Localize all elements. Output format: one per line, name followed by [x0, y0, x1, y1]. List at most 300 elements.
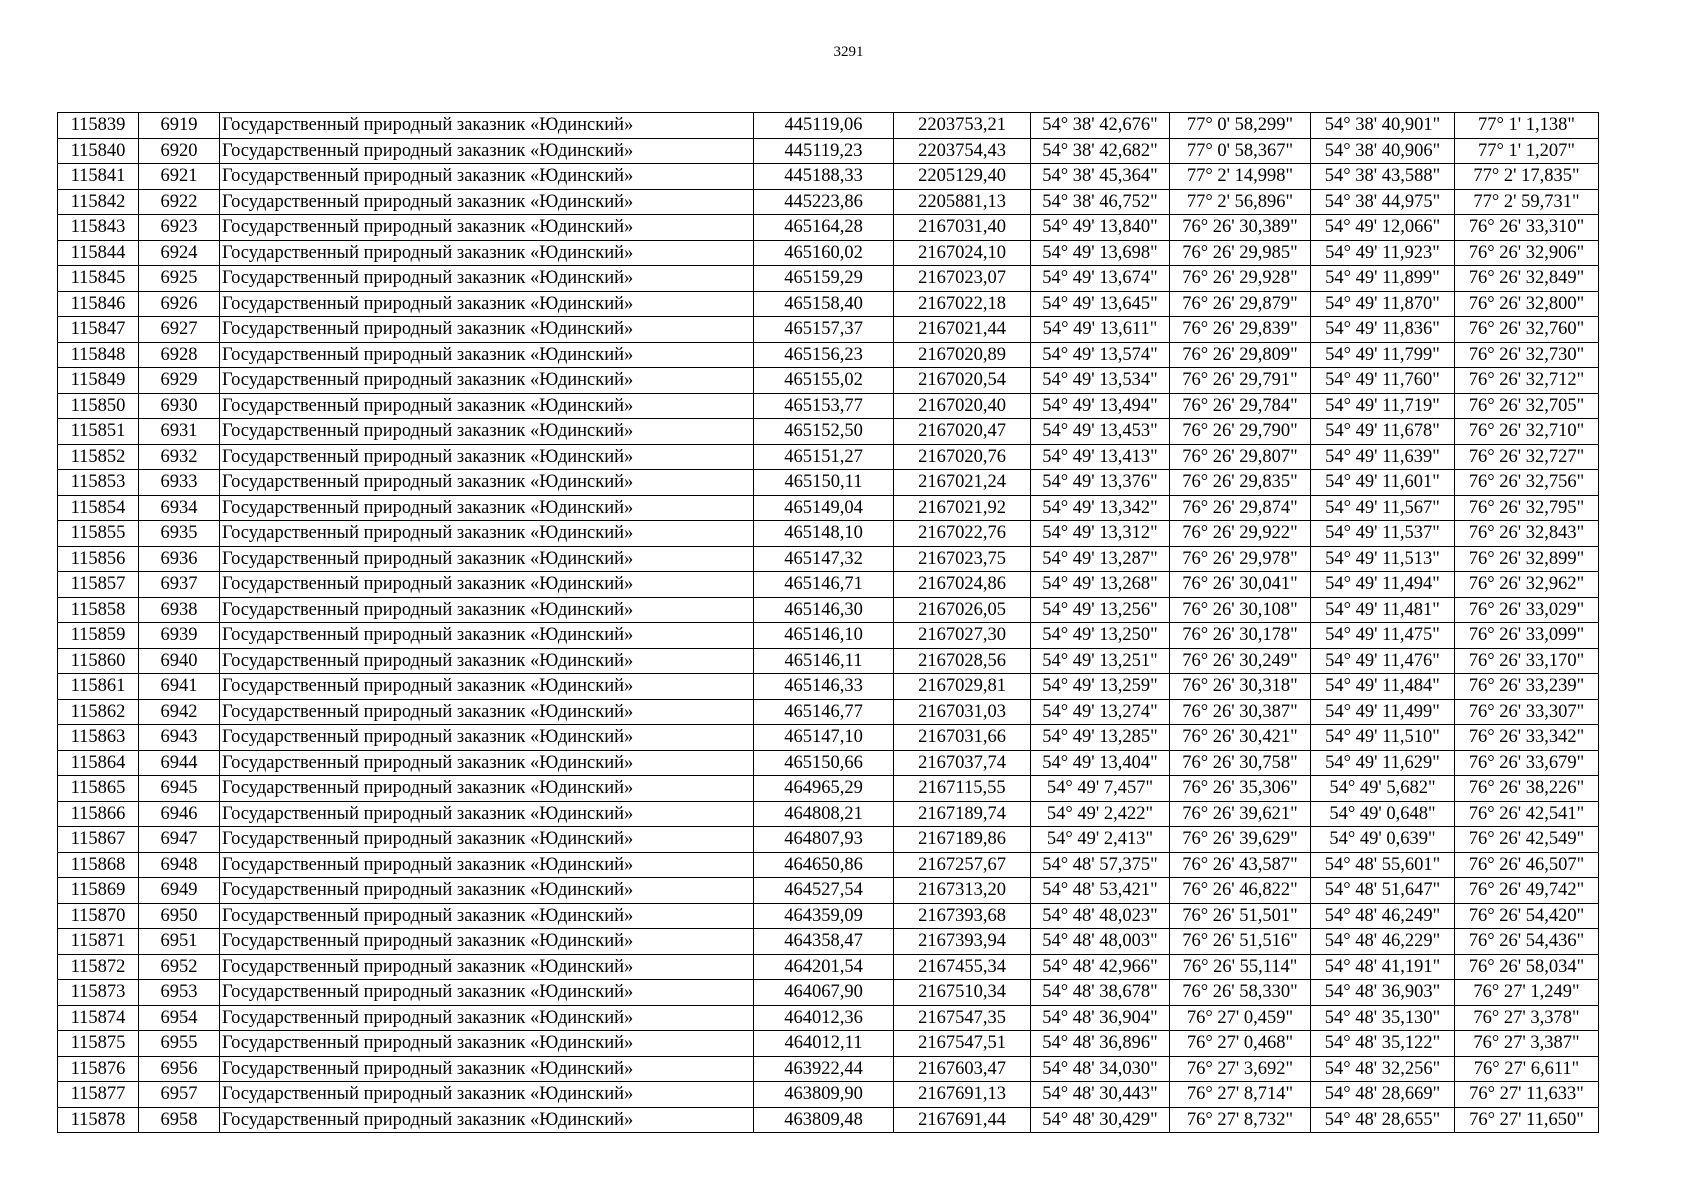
table-row [58, 215, 1599, 241]
y-coordinate-cell: 2167455,34 [894, 954, 1031, 980]
row-id-cell: 115860 [58, 648, 139, 674]
latitude-1-cell: 54° 48' 36,896" [1031, 1031, 1170, 1057]
row-id-cell: 115859 [58, 623, 139, 649]
latitude-2-cell: 54° 49' 11,629" [1311, 750, 1455, 776]
object-name-cell: Государственный природный заказник «Юдинский» [220, 929, 754, 955]
longitude-1-cell: 76° 26' 30,249" [1170, 648, 1311, 674]
y-coordinate-cell: 2167023,75 [894, 546, 1031, 572]
table-row [58, 674, 1599, 700]
row-id-cell: 115857 [58, 572, 139, 598]
point-number-cell: 6937 [139, 572, 220, 598]
latitude-2-cell: 54° 49' 11,475" [1311, 623, 1455, 649]
table-row [58, 368, 1599, 394]
longitude-1-cell: 76° 26' 29,922" [1170, 521, 1311, 547]
row-id-cell: 115875 [58, 1031, 139, 1057]
longitude-2-cell: 77° 2' 17,835" [1455, 164, 1599, 190]
y-coordinate-cell: 2167021,24 [894, 470, 1031, 496]
latitude-2-cell: 54° 38' 43,588" [1311, 164, 1455, 190]
latitude-1-cell: 54° 49' 7,457" [1031, 776, 1170, 802]
longitude-2-cell: 76° 26' 33,307" [1455, 699, 1599, 725]
y-coordinate-cell: 2167024,10 [894, 240, 1031, 266]
longitude-1-cell: 76° 26' 30,178" [1170, 623, 1311, 649]
x-coordinate-cell: 465160,02 [754, 240, 894, 266]
table-row [58, 801, 1599, 827]
row-id-cell: 115846 [58, 291, 139, 317]
object-name-cell: Государственный природный заказник «Юдинский» [220, 495, 754, 521]
latitude-2-cell: 54° 48' 28,669" [1311, 1082, 1455, 1108]
row-id-cell: 115856 [58, 546, 139, 572]
longitude-2-cell: 76° 26' 32,795" [1455, 495, 1599, 521]
row-id-cell: 115851 [58, 419, 139, 445]
row-id-cell: 115867 [58, 827, 139, 853]
table-row [58, 240, 1599, 266]
table-row [58, 113, 1599, 139]
longitude-1-cell: 76° 26' 29,784" [1170, 393, 1311, 419]
latitude-1-cell: 54° 49' 13,250" [1031, 623, 1170, 649]
longitude-2-cell: 76° 26' 32,727" [1455, 444, 1599, 470]
longitude-2-cell: 76° 26' 32,710" [1455, 419, 1599, 445]
latitude-1-cell: 54° 49' 13,268" [1031, 572, 1170, 598]
object-name-cell: Государственный природный заказник «Юдинский» [220, 521, 754, 547]
latitude-2-cell: 54° 49' 11,678" [1311, 419, 1455, 445]
y-coordinate-cell: 2167027,30 [894, 623, 1031, 649]
longitude-2-cell: 76° 26' 32,800" [1455, 291, 1599, 317]
point-number-cell: 6921 [139, 164, 220, 190]
point-number-cell: 6956 [139, 1056, 220, 1082]
latitude-1-cell: 54° 49' 13,312" [1031, 521, 1170, 547]
point-number-cell: 6923 [139, 215, 220, 241]
point-number-cell: 6954 [139, 1005, 220, 1031]
table-row [58, 1005, 1599, 1031]
latitude-2-cell: 54° 49' 11,719" [1311, 393, 1455, 419]
longitude-2-cell: 76° 26' 38,226" [1455, 776, 1599, 802]
longitude-2-cell: 76° 26' 33,099" [1455, 623, 1599, 649]
object-name-cell: Государственный природный заказник «Юдинский» [220, 903, 754, 929]
longitude-1-cell: 76° 26' 30,108" [1170, 597, 1311, 623]
table-row [58, 495, 1599, 521]
latitude-2-cell: 54° 49' 11,639" [1311, 444, 1455, 470]
table-row [58, 572, 1599, 598]
point-number-cell: 6940 [139, 648, 220, 674]
longitude-2-cell: 77° 2' 59,731" [1455, 189, 1599, 215]
table-row [58, 776, 1599, 802]
x-coordinate-cell: 465146,30 [754, 597, 894, 623]
object-name-cell: Государственный природный заказник «Юдинский» [220, 1082, 754, 1108]
y-coordinate-cell: 2167257,67 [894, 852, 1031, 878]
latitude-1-cell: 54° 48' 34,030" [1031, 1056, 1170, 1082]
x-coordinate-cell: 445188,33 [754, 164, 894, 190]
object-name-cell: Государственный природный заказник «Юдинский» [220, 1107, 754, 1133]
table-row [58, 878, 1599, 904]
point-number-cell: 6928 [139, 342, 220, 368]
latitude-2-cell: 54° 49' 11,499" [1311, 699, 1455, 725]
longitude-2-cell: 76° 26' 32,962" [1455, 572, 1599, 598]
longitude-1-cell: 76° 26' 58,330" [1170, 980, 1311, 1006]
longitude-1-cell: 76° 26' 30,421" [1170, 725, 1311, 751]
longitude-1-cell: 76° 26' 30,758" [1170, 750, 1311, 776]
object-name-cell: Государственный природный заказник «Юдинский» [220, 419, 754, 445]
table-row [58, 648, 1599, 674]
point-number-cell: 6939 [139, 623, 220, 649]
table-row [58, 317, 1599, 343]
object-name-cell: Государственный природный заказник «Юдинский» [220, 266, 754, 292]
latitude-1-cell: 54° 49' 13,404" [1031, 750, 1170, 776]
object-name-cell: Государственный природный заказник «Юдинский» [220, 852, 754, 878]
latitude-1-cell: 54° 48' 30,429" [1031, 1107, 1170, 1133]
latitude-1-cell: 54° 48' 36,904" [1031, 1005, 1170, 1031]
latitude-2-cell: 54° 49' 11,510" [1311, 725, 1455, 751]
latitude-1-cell: 54° 38' 42,676" [1031, 113, 1170, 139]
table-row [58, 393, 1599, 419]
x-coordinate-cell: 465157,37 [754, 317, 894, 343]
latitude-1-cell: 54° 49' 13,342" [1031, 495, 1170, 521]
row-id-cell: 115855 [58, 521, 139, 547]
object-name-cell: Государственный природный заказник «Юдинский» [220, 1005, 754, 1031]
row-id-cell: 115850 [58, 393, 139, 419]
longitude-1-cell: 76° 26' 29,809" [1170, 342, 1311, 368]
table-row [58, 521, 1599, 547]
latitude-1-cell: 54° 38' 46,752" [1031, 189, 1170, 215]
x-coordinate-cell: 465153,77 [754, 393, 894, 419]
object-name-cell: Государственный природный заказник «Юдинский» [220, 164, 754, 190]
latitude-2-cell: 54° 49' 11,836" [1311, 317, 1455, 343]
x-coordinate-cell: 445119,06 [754, 113, 894, 139]
longitude-2-cell: 76° 26' 49,742" [1455, 878, 1599, 904]
table-row [58, 597, 1599, 623]
row-id-cell: 115878 [58, 1107, 139, 1133]
object-name-cell: Государственный природный заказник «Юдинский» [220, 113, 754, 139]
longitude-2-cell: 76° 26' 54,436" [1455, 929, 1599, 955]
latitude-2-cell: 54° 48' 46,249" [1311, 903, 1455, 929]
point-number-cell: 6934 [139, 495, 220, 521]
row-id-cell: 115868 [58, 852, 139, 878]
longitude-2-cell: 76° 26' 32,712" [1455, 368, 1599, 394]
latitude-2-cell: 54° 48' 46,229" [1311, 929, 1455, 955]
y-coordinate-cell: 2167029,81 [894, 674, 1031, 700]
row-id-cell: 115854 [58, 495, 139, 521]
table-row [58, 852, 1599, 878]
x-coordinate-cell: 465164,28 [754, 215, 894, 241]
y-coordinate-cell: 2167691,13 [894, 1082, 1031, 1108]
y-coordinate-cell: 2203754,43 [894, 138, 1031, 164]
latitude-2-cell: 54° 49' 11,760" [1311, 368, 1455, 394]
longitude-2-cell: 77° 1' 1,138" [1455, 113, 1599, 139]
latitude-2-cell: 54° 49' 11,484" [1311, 674, 1455, 700]
latitude-2-cell: 54° 48' 32,256" [1311, 1056, 1455, 1082]
latitude-2-cell: 54° 49' 11,601" [1311, 470, 1455, 496]
latitude-1-cell: 54° 49' 13,840" [1031, 215, 1170, 241]
latitude-1-cell: 54° 49' 13,256" [1031, 597, 1170, 623]
latitude-2-cell: 54° 49' 12,066" [1311, 215, 1455, 241]
y-coordinate-cell: 2167313,20 [894, 878, 1031, 904]
point-number-cell: 6935 [139, 521, 220, 547]
table-row [58, 342, 1599, 368]
table-row [58, 266, 1599, 292]
latitude-1-cell: 54° 48' 57,375" [1031, 852, 1170, 878]
object-name-cell: Государственный природный заказник «Юдинский» [220, 776, 754, 802]
longitude-2-cell: 76° 26' 32,899" [1455, 546, 1599, 572]
latitude-2-cell: 54° 49' 11,476" [1311, 648, 1455, 674]
row-id-cell: 115877 [58, 1082, 139, 1108]
latitude-2-cell: 54° 48' 51,647" [1311, 878, 1455, 904]
latitude-2-cell: 54° 49' 11,513" [1311, 546, 1455, 572]
latitude-2-cell: 54° 49' 11,923" [1311, 240, 1455, 266]
x-coordinate-cell: 464359,09 [754, 903, 894, 929]
y-coordinate-cell: 2167023,07 [894, 266, 1031, 292]
x-coordinate-cell: 465146,33 [754, 674, 894, 700]
x-coordinate-cell: 464650,86 [754, 852, 894, 878]
latitude-1-cell: 54° 48' 42,966" [1031, 954, 1170, 980]
table-row [58, 138, 1599, 164]
row-id-cell: 115849 [58, 368, 139, 394]
x-coordinate-cell: 465155,02 [754, 368, 894, 394]
object-name-cell: Государственный природный заказник «Юдинский» [220, 1056, 754, 1082]
row-id-cell: 115871 [58, 929, 139, 955]
y-coordinate-cell: 2167189,74 [894, 801, 1031, 827]
row-id-cell: 115841 [58, 164, 139, 190]
x-coordinate-cell: 445119,23 [754, 138, 894, 164]
point-number-cell: 6919 [139, 113, 220, 139]
latitude-1-cell: 54° 49' 13,494" [1031, 393, 1170, 419]
y-coordinate-cell: 2167022,76 [894, 521, 1031, 547]
row-id-cell: 115847 [58, 317, 139, 343]
row-id-cell: 115843 [58, 215, 139, 241]
y-coordinate-cell: 2167028,56 [894, 648, 1031, 674]
latitude-1-cell: 54° 49' 2,422" [1031, 801, 1170, 827]
latitude-2-cell: 54° 49' 11,494" [1311, 572, 1455, 598]
object-name-cell: Государственный природный заказник «Юдинский» [220, 215, 754, 241]
y-coordinate-cell: 2167021,92 [894, 495, 1031, 521]
latitude-2-cell: 54° 49' 11,567" [1311, 495, 1455, 521]
row-id-cell: 115865 [58, 776, 139, 802]
point-number-cell: 6924 [139, 240, 220, 266]
x-coordinate-cell: 464012,11 [754, 1031, 894, 1057]
longitude-2-cell: 76° 26' 33,170" [1455, 648, 1599, 674]
y-coordinate-cell: 2167691,44 [894, 1107, 1031, 1133]
longitude-1-cell: 77° 2' 14,998" [1170, 164, 1311, 190]
table-row [58, 1031, 1599, 1057]
longitude-1-cell: 76° 27' 0,459" [1170, 1005, 1311, 1031]
object-name-cell: Государственный природный заказник «Юдинский» [220, 291, 754, 317]
table-row [58, 470, 1599, 496]
x-coordinate-cell: 464067,90 [754, 980, 894, 1006]
point-number-cell: 6927 [139, 317, 220, 343]
row-id-cell: 115869 [58, 878, 139, 904]
y-coordinate-cell: 2167031,66 [894, 725, 1031, 751]
point-number-cell: 6943 [139, 725, 220, 751]
x-coordinate-cell: 465146,11 [754, 648, 894, 674]
longitude-1-cell: 76° 26' 29,835" [1170, 470, 1311, 496]
table-row [58, 546, 1599, 572]
latitude-1-cell: 54° 49' 13,251" [1031, 648, 1170, 674]
longitude-1-cell: 77° 2' 56,896" [1170, 189, 1311, 215]
object-name-cell: Государственный природный заказник «Юдинский» [220, 980, 754, 1006]
point-number-cell: 6951 [139, 929, 220, 955]
x-coordinate-cell: 465146,10 [754, 623, 894, 649]
longitude-1-cell: 76° 26' 35,306" [1170, 776, 1311, 802]
x-coordinate-cell: 464358,47 [754, 929, 894, 955]
latitude-2-cell: 54° 49' 11,870" [1311, 291, 1455, 317]
longitude-2-cell: 76° 26' 32,849" [1455, 266, 1599, 292]
longitude-2-cell: 76° 26' 42,549" [1455, 827, 1599, 853]
object-name-cell: Государственный природный заказник «Юдинский» [220, 954, 754, 980]
y-coordinate-cell: 2167022,18 [894, 291, 1031, 317]
longitude-2-cell: 76° 27' 3,387" [1455, 1031, 1599, 1057]
x-coordinate-cell: 465150,66 [754, 750, 894, 776]
longitude-1-cell: 76° 26' 30,318" [1170, 674, 1311, 700]
table-row [58, 1056, 1599, 1082]
y-coordinate-cell: 2167189,86 [894, 827, 1031, 853]
object-name-cell: Государственный природный заказник «Юдинский» [220, 189, 754, 215]
row-id-cell: 115842 [58, 189, 139, 215]
y-coordinate-cell: 2167031,03 [894, 699, 1031, 725]
longitude-2-cell: 77° 1' 1,207" [1455, 138, 1599, 164]
object-name-cell: Государственный природный заказник «Юдинский» [220, 878, 754, 904]
latitude-2-cell: 54° 49' 0,648" [1311, 801, 1455, 827]
point-number-cell: 6957 [139, 1082, 220, 1108]
longitude-2-cell: 76° 26' 32,760" [1455, 317, 1599, 343]
latitude-2-cell: 54° 49' 0,639" [1311, 827, 1455, 853]
y-coordinate-cell: 2167510,34 [894, 980, 1031, 1006]
object-name-cell: Государственный природный заказник «Юдинский» [220, 827, 754, 853]
row-id-cell: 115873 [58, 980, 139, 1006]
object-name-cell: Государственный природный заказник «Юдинский» [220, 801, 754, 827]
x-coordinate-cell: 465156,23 [754, 342, 894, 368]
table-row [58, 291, 1599, 317]
y-coordinate-cell: 2167020,47 [894, 419, 1031, 445]
row-id-cell: 115874 [58, 1005, 139, 1031]
longitude-1-cell: 76° 26' 43,587" [1170, 852, 1311, 878]
row-id-cell: 115839 [58, 113, 139, 139]
object-name-cell: Государственный природный заказник «Юдинский» [220, 597, 754, 623]
row-id-cell: 115861 [58, 674, 139, 700]
y-coordinate-cell: 2167393,94 [894, 929, 1031, 955]
latitude-1-cell: 54° 38' 42,682" [1031, 138, 1170, 164]
object-name-cell: Государственный природный заказник «Юдинский» [220, 342, 754, 368]
y-coordinate-cell: 2167037,74 [894, 750, 1031, 776]
latitude-2-cell: 54° 38' 44,975" [1311, 189, 1455, 215]
object-name-cell: Государственный природный заказник «Юдинский» [220, 623, 754, 649]
longitude-1-cell: 77° 0' 58,299" [1170, 113, 1311, 139]
y-coordinate-cell: 2167547,35 [894, 1005, 1031, 1031]
point-number-cell: 6948 [139, 852, 220, 878]
y-coordinate-cell: 2205129,40 [894, 164, 1031, 190]
longitude-1-cell: 76° 27' 8,732" [1170, 1107, 1311, 1133]
table-row [58, 1107, 1599, 1133]
table-row [58, 980, 1599, 1006]
latitude-1-cell: 54° 49' 13,413" [1031, 444, 1170, 470]
latitude-2-cell: 54° 48' 55,601" [1311, 852, 1455, 878]
table-row [58, 189, 1599, 215]
x-coordinate-cell: 445223,86 [754, 189, 894, 215]
object-name-cell: Государственный природный заказник «Юдинский» [220, 393, 754, 419]
point-number-cell: 6932 [139, 444, 220, 470]
point-number-cell: 6955 [139, 1031, 220, 1057]
longitude-2-cell: 76° 26' 32,730" [1455, 342, 1599, 368]
latitude-1-cell: 54° 49' 13,376" [1031, 470, 1170, 496]
row-id-cell: 115844 [58, 240, 139, 266]
latitude-1-cell: 54° 49' 13,259" [1031, 674, 1170, 700]
table-row [58, 444, 1599, 470]
latitude-1-cell: 54° 49' 13,645" [1031, 291, 1170, 317]
x-coordinate-cell: 465146,77 [754, 699, 894, 725]
point-number-cell: 6941 [139, 674, 220, 700]
longitude-2-cell: 76° 26' 32,705" [1455, 393, 1599, 419]
point-number-cell: 6922 [139, 189, 220, 215]
table-body [58, 113, 1599, 1133]
x-coordinate-cell: 464201,54 [754, 954, 894, 980]
longitude-2-cell: 76° 26' 58,034" [1455, 954, 1599, 980]
point-number-cell: 6930 [139, 393, 220, 419]
latitude-2-cell: 54° 38' 40,906" [1311, 138, 1455, 164]
x-coordinate-cell: 463809,48 [754, 1107, 894, 1133]
longitude-1-cell: 76° 26' 51,516" [1170, 929, 1311, 955]
table-row [58, 903, 1599, 929]
x-coordinate-cell: 465151,27 [754, 444, 894, 470]
point-number-cell: 6945 [139, 776, 220, 802]
latitude-2-cell: 54° 48' 35,130" [1311, 1005, 1455, 1031]
point-number-cell: 6936 [139, 546, 220, 572]
object-name-cell: Государственный природный заказник «Юдинский» [220, 725, 754, 751]
longitude-2-cell: 76° 26' 32,906" [1455, 240, 1599, 266]
y-coordinate-cell: 2167026,05 [894, 597, 1031, 623]
row-id-cell: 115872 [58, 954, 139, 980]
table-row [58, 725, 1599, 751]
x-coordinate-cell: 464808,21 [754, 801, 894, 827]
table-row [58, 699, 1599, 725]
longitude-2-cell: 76° 26' 33,239" [1455, 674, 1599, 700]
longitude-2-cell: 76° 27' 11,633" [1455, 1082, 1599, 1108]
longitude-2-cell: 76° 26' 42,541" [1455, 801, 1599, 827]
latitude-1-cell: 54° 48' 53,421" [1031, 878, 1170, 904]
longitude-1-cell: 76° 26' 55,114" [1170, 954, 1311, 980]
point-number-cell: 6950 [139, 903, 220, 929]
point-number-cell: 6952 [139, 954, 220, 980]
table-row [58, 419, 1599, 445]
longitude-2-cell: 76° 26' 54,420" [1455, 903, 1599, 929]
y-coordinate-cell: 2167031,40 [894, 215, 1031, 241]
table-row [58, 827, 1599, 853]
longitude-2-cell: 76° 27' 6,611" [1455, 1056, 1599, 1082]
longitude-2-cell: 76° 26' 32,756" [1455, 470, 1599, 496]
x-coordinate-cell: 463922,44 [754, 1056, 894, 1082]
x-coordinate-cell: 465150,11 [754, 470, 894, 496]
y-coordinate-cell: 2203753,21 [894, 113, 1031, 139]
point-number-cell: 6946 [139, 801, 220, 827]
y-coordinate-cell: 2167024,86 [894, 572, 1031, 598]
longitude-2-cell: 76° 27' 11,650" [1455, 1107, 1599, 1133]
longitude-1-cell: 76° 26' 30,387" [1170, 699, 1311, 725]
x-coordinate-cell: 465147,32 [754, 546, 894, 572]
longitude-2-cell: 76° 26' 33,310" [1455, 215, 1599, 241]
latitude-2-cell: 54° 48' 35,122" [1311, 1031, 1455, 1057]
object-name-cell: Государственный природный заказник «Юдинский» [220, 699, 754, 725]
row-id-cell: 115853 [58, 470, 139, 496]
table-row [58, 750, 1599, 776]
object-name-cell: Государственный природный заказник «Юдинский» [220, 572, 754, 598]
x-coordinate-cell: 465158,40 [754, 291, 894, 317]
object-name-cell: Государственный природный заказник «Юдинский» [220, 674, 754, 700]
latitude-2-cell: 54° 48' 41,191" [1311, 954, 1455, 980]
y-coordinate-cell: 2167021,44 [894, 317, 1031, 343]
x-coordinate-cell: 463809,90 [754, 1082, 894, 1108]
row-id-cell: 115876 [58, 1056, 139, 1082]
table-row [58, 623, 1599, 649]
longitude-1-cell: 76° 26' 29,985" [1170, 240, 1311, 266]
latitude-1-cell: 54° 49' 13,574" [1031, 342, 1170, 368]
object-name-cell: Государственный природный заказник «Юдинский» [220, 750, 754, 776]
table-row [58, 164, 1599, 190]
